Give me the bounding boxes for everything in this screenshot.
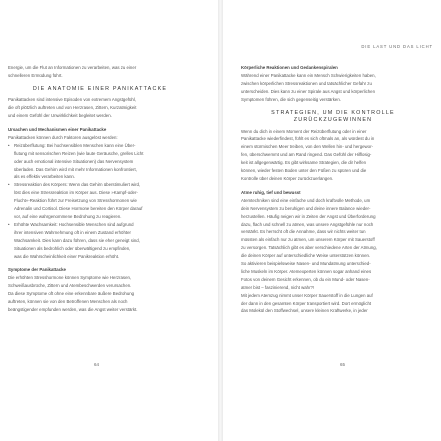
subsection-title: Ursachen und Mechanismen einer Panikattacke [8,127,107,133]
body-line: beängstigender empfunden werden, was die Angst weiter verstärkt. [8,306,138,312]
body-line: Die erhöhten Stresshormone können Symptome wie Herzrasen, [8,275,132,281]
body-line: Situationen als bedrohlich oder überwältigend zu empfinden, [14,245,131,251]
body-line: und einem Gefühl der Unwirklichkeit begleitet werden. [8,113,112,119]
body-line: Energie, um die Flut an Informationen zu verarbeiten, was zu einer [8,65,137,70]
running-head: DIE LAST UND DAS LICHT [361,44,433,49]
section-heading: DIE ANATOMIE EINER PANIKATTACKE [32,85,168,92]
subsection-title: Symptome der Panikattacke [8,267,66,273]
list-item [8,142,192,182]
bullet-list [8,142,192,261]
list-item [8,181,192,221]
body-line: das Molekül den Stoffwechsel, unsere kleinen Kraftwerke, in jeder [241,308,368,314]
body-line: Symptomen führen, die sich gegenseitig verstärken. [241,96,341,102]
body-line: fen, überschwemmt und am Rand ringend. Das Gefühl der Hilflosig- [241,152,372,158]
body-line: Wachsamkeit. Dies kann dazu führen, dass sie eher geneigt sind, [14,237,140,243]
body-line: • Erhöhte Wachsamkeit: Hochsensible Menschen sind aufgrund [14,221,134,227]
body-line: die oft plötzlich auftreten und von Herzrasen, Zittern, Kurzatmigkeit [8,105,137,111]
left-text-column [8,64,192,314]
body-line: Wenn du dich in einem Moment der Reizüberflutung oder in einer [241,128,367,134]
body-line: Mit jedem Atemzug nimmt unser Körper Sauerstoff in die Lungen auf [241,292,373,298]
body-line: verstärkt. Es herrscht oft die Annahme, dass wir nichts weiter tun [241,229,366,235]
body-line: überladen. Das Gehirn wird mit mehr Informationen konfrontiert, [14,166,137,172]
body-line: oder auch emotional intensive Situationen) das Nervensystem [14,158,134,164]
body-line: zwischen körperlichen Stressreaktionen und tatsächlicher Gefahr zu [241,80,372,86]
body-line: vor, auf eine wahrgenommene Bedrohung zu reagieren. [14,214,122,219]
body-line: dazu, flach und schnell zu atmen, was unsere Angstgefühle nur noch [241,221,374,227]
body-line: unterscheiden. Dies kann zu einer Spirale aus Angst und körperlichen [241,88,376,94]
body-line: löst dies eine Stressreaktion im Körper aus. Diese »Kampf-oder- [14,190,138,196]
body-line: liche Muskeln im Körper. Atemexperten können sogar anhand eines [241,268,372,274]
page-number: 64 [94,362,100,367]
body-line: Panikattacken können durch Faktoren ausgelöst werden: [8,134,118,140]
right-page [223,0,441,441]
body-line: als es effektiv verarbeiten kann. [14,174,76,180]
body-line: dein Nervensystem zu beruhigen und deine innere Balance wieder- [241,205,371,211]
right-text-column [241,64,425,315]
body-line: Fotos von deinem Gesicht erkennen, ob du ein Mund- oder Nasen- [241,276,370,282]
page-number: 65 [340,362,346,367]
body-line: Panikattacken sind intensive Episoden von extremem Angstgefühl, [8,97,136,103]
body-line: können, wieder festen Boden unter den Füßen zu spüren und die [241,168,367,174]
body-line: herzustellen. Häufig neigen wir in Zeiten der Angst und Überforderung [241,213,376,219]
body-line: flutung mit sensorischen Reizen (wie laute Geräusche, grelles Licht [14,150,144,156]
body-line: Atemtechniken sind eine einfache und doch kraftvolle Methode, um [241,197,371,203]
body-line: schnelleren Ermüdung führt. [8,72,63,78]
body-line: Während einer Panikattacke kann ein Mensch Schwierigkeiten haben, [241,72,376,78]
body-line: was die Wahrscheinlichkeit einer Panikreaktion erhöht. [14,253,120,259]
body-line: auftreten, können sie von den Betroffenen Menschen als noch [8,299,128,305]
section-heading: STRATEGIEN, UM DIE KONTROLLE ZURÜCKZUGEWINNEN [271,109,395,124]
body-line: einem stürmischen Meer treiben, von den Wellen hin- und hergewor- [241,144,373,150]
body-line: müssten als einfach nur zu atmen, um unserem Körper mit Sauerstoff [241,237,375,243]
left-page [0,0,218,441]
body-line: Adrenalin und Cortisol. Diese Hormone bereiten den Körper darauf [14,206,143,212]
body-line: • Reizüberflutung: Bei hochsensiblen Menschen kann eine Über- [14,142,136,148]
body-line: Da diese Symptome oft ohne eine erkennbare äußere Bedrohung [8,291,135,297]
body-line: Flucht«-Reaktion führt zur Freisetzung von Stresshormonen wie [14,198,137,204]
body-line: keit ist allgegenwärtig. Es gibt wirksame Strategien, die dir helfen [241,160,367,166]
subsection-title: Atme ruhig, tief und bewusst [241,189,301,195]
body-line: atmer bist – faszinierend, nicht wahr?! [241,284,315,290]
subsection-title: Körperliche Reaktionen und Gedankenspiralen [241,65,338,70]
body-line: die deinen Körper auf unterschiedliche Weise unterstützen können. [241,253,371,259]
body-line: • Stressreaktion des Körpers: Wenn das Gehirn überstimuliert wird, [14,182,141,188]
body-line: Schweißausbrüche, Zittern und Atembeschwerden verursachen. [8,283,132,289]
body-line: zu versorgen. Tatsächlich gibt es aber verschiedene Arten der Atmung, [241,245,377,251]
list-item [8,221,192,261]
body-line: der dann in den gesamten Körper transportiert wird. Dort ermöglicht [241,300,372,306]
body-line: So aktivieren beispielsweise Nasen- und Mundatmung unterschied- [241,261,371,267]
body-line: Kontrolle über deinen Körper zurückzuerlangen. [241,175,334,181]
body-line: Panikattacke wiederfindest, fühlt es sich oftmals an, als würdest du in [241,136,375,142]
body-line: ihrer intensiven Wahrnehmung oft in einem Zustand erhöhter [14,229,131,235]
